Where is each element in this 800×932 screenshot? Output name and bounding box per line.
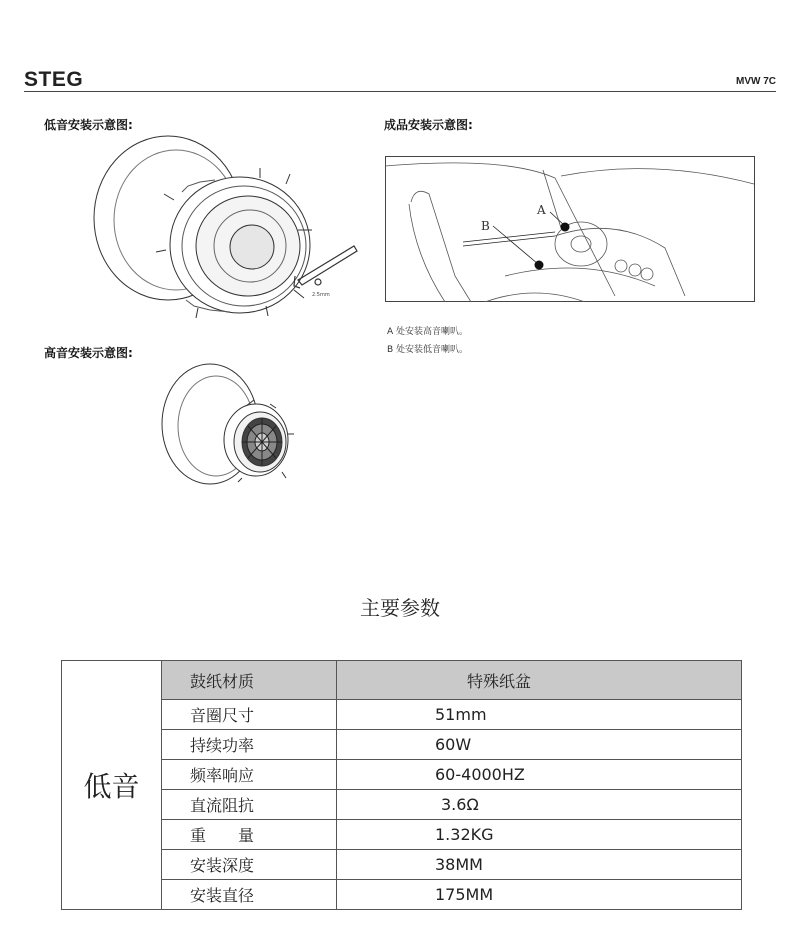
- spec-table: [61, 660, 742, 910]
- category-cell: 低音: [62, 661, 162, 910]
- table-row: [62, 850, 742, 880]
- table-row: [62, 880, 742, 910]
- table-row: [62, 730, 742, 760]
- tweeter-install-title: 高音安装示意图:: [44, 346, 133, 360]
- spec-label: 重 量: [162, 820, 337, 850]
- spec-value: 特殊纸盆: [337, 661, 742, 700]
- spec-label: 安装直径: [162, 880, 337, 910]
- spec-label: 直流阻抗: [162, 790, 337, 820]
- spec-value: 3.6Ω: [337, 790, 742, 820]
- spec-value: 1.32KG: [337, 820, 742, 850]
- spec-value: 60W: [337, 730, 742, 760]
- table-row: [62, 790, 742, 820]
- label-a: A: [537, 203, 546, 217]
- car-install-diagram: [385, 156, 755, 302]
- spec-value: 51mm: [337, 700, 742, 730]
- spec-label: 鼓纸材质: [162, 661, 337, 700]
- params-heading: 主要参数: [360, 596, 440, 620]
- label-b: B: [481, 219, 490, 233]
- table-row: [62, 760, 742, 790]
- woofer-install-diagram: [90, 130, 370, 320]
- woofer-install-title: 低音安装示意图:: [44, 118, 133, 132]
- spec-value: 175MM: [337, 880, 742, 910]
- table-row: [62, 820, 742, 850]
- spec-value: 60-4000HZ: [337, 760, 742, 790]
- tweeter-position-marker: [561, 223, 570, 232]
- brand-logo: STEG: [24, 68, 84, 91]
- model-number: MVW 7C: [736, 76, 776, 87]
- note-woofer-position: B 处安装低音喇叭。: [387, 345, 469, 355]
- table-row: [62, 700, 742, 730]
- spec-label: 持续功率: [162, 730, 337, 760]
- spec-value: 38MM: [337, 850, 742, 880]
- table-row: [62, 661, 742, 700]
- hex-key-caption: 2.5mm: [312, 292, 330, 298]
- woofer-position-marker: [535, 261, 544, 270]
- product-install-title: 成品安装示意图:: [384, 118, 473, 132]
- spec-label: 音圈尺寸: [162, 700, 337, 730]
- spec-label: 频率响应: [162, 760, 337, 790]
- note-tweeter-position: A 处安装高音喇叭。: [387, 327, 469, 337]
- spec-label: 安装深度: [162, 850, 337, 880]
- tweeter-install-diagram: [158, 360, 308, 490]
- header-divider: [24, 91, 776, 92]
